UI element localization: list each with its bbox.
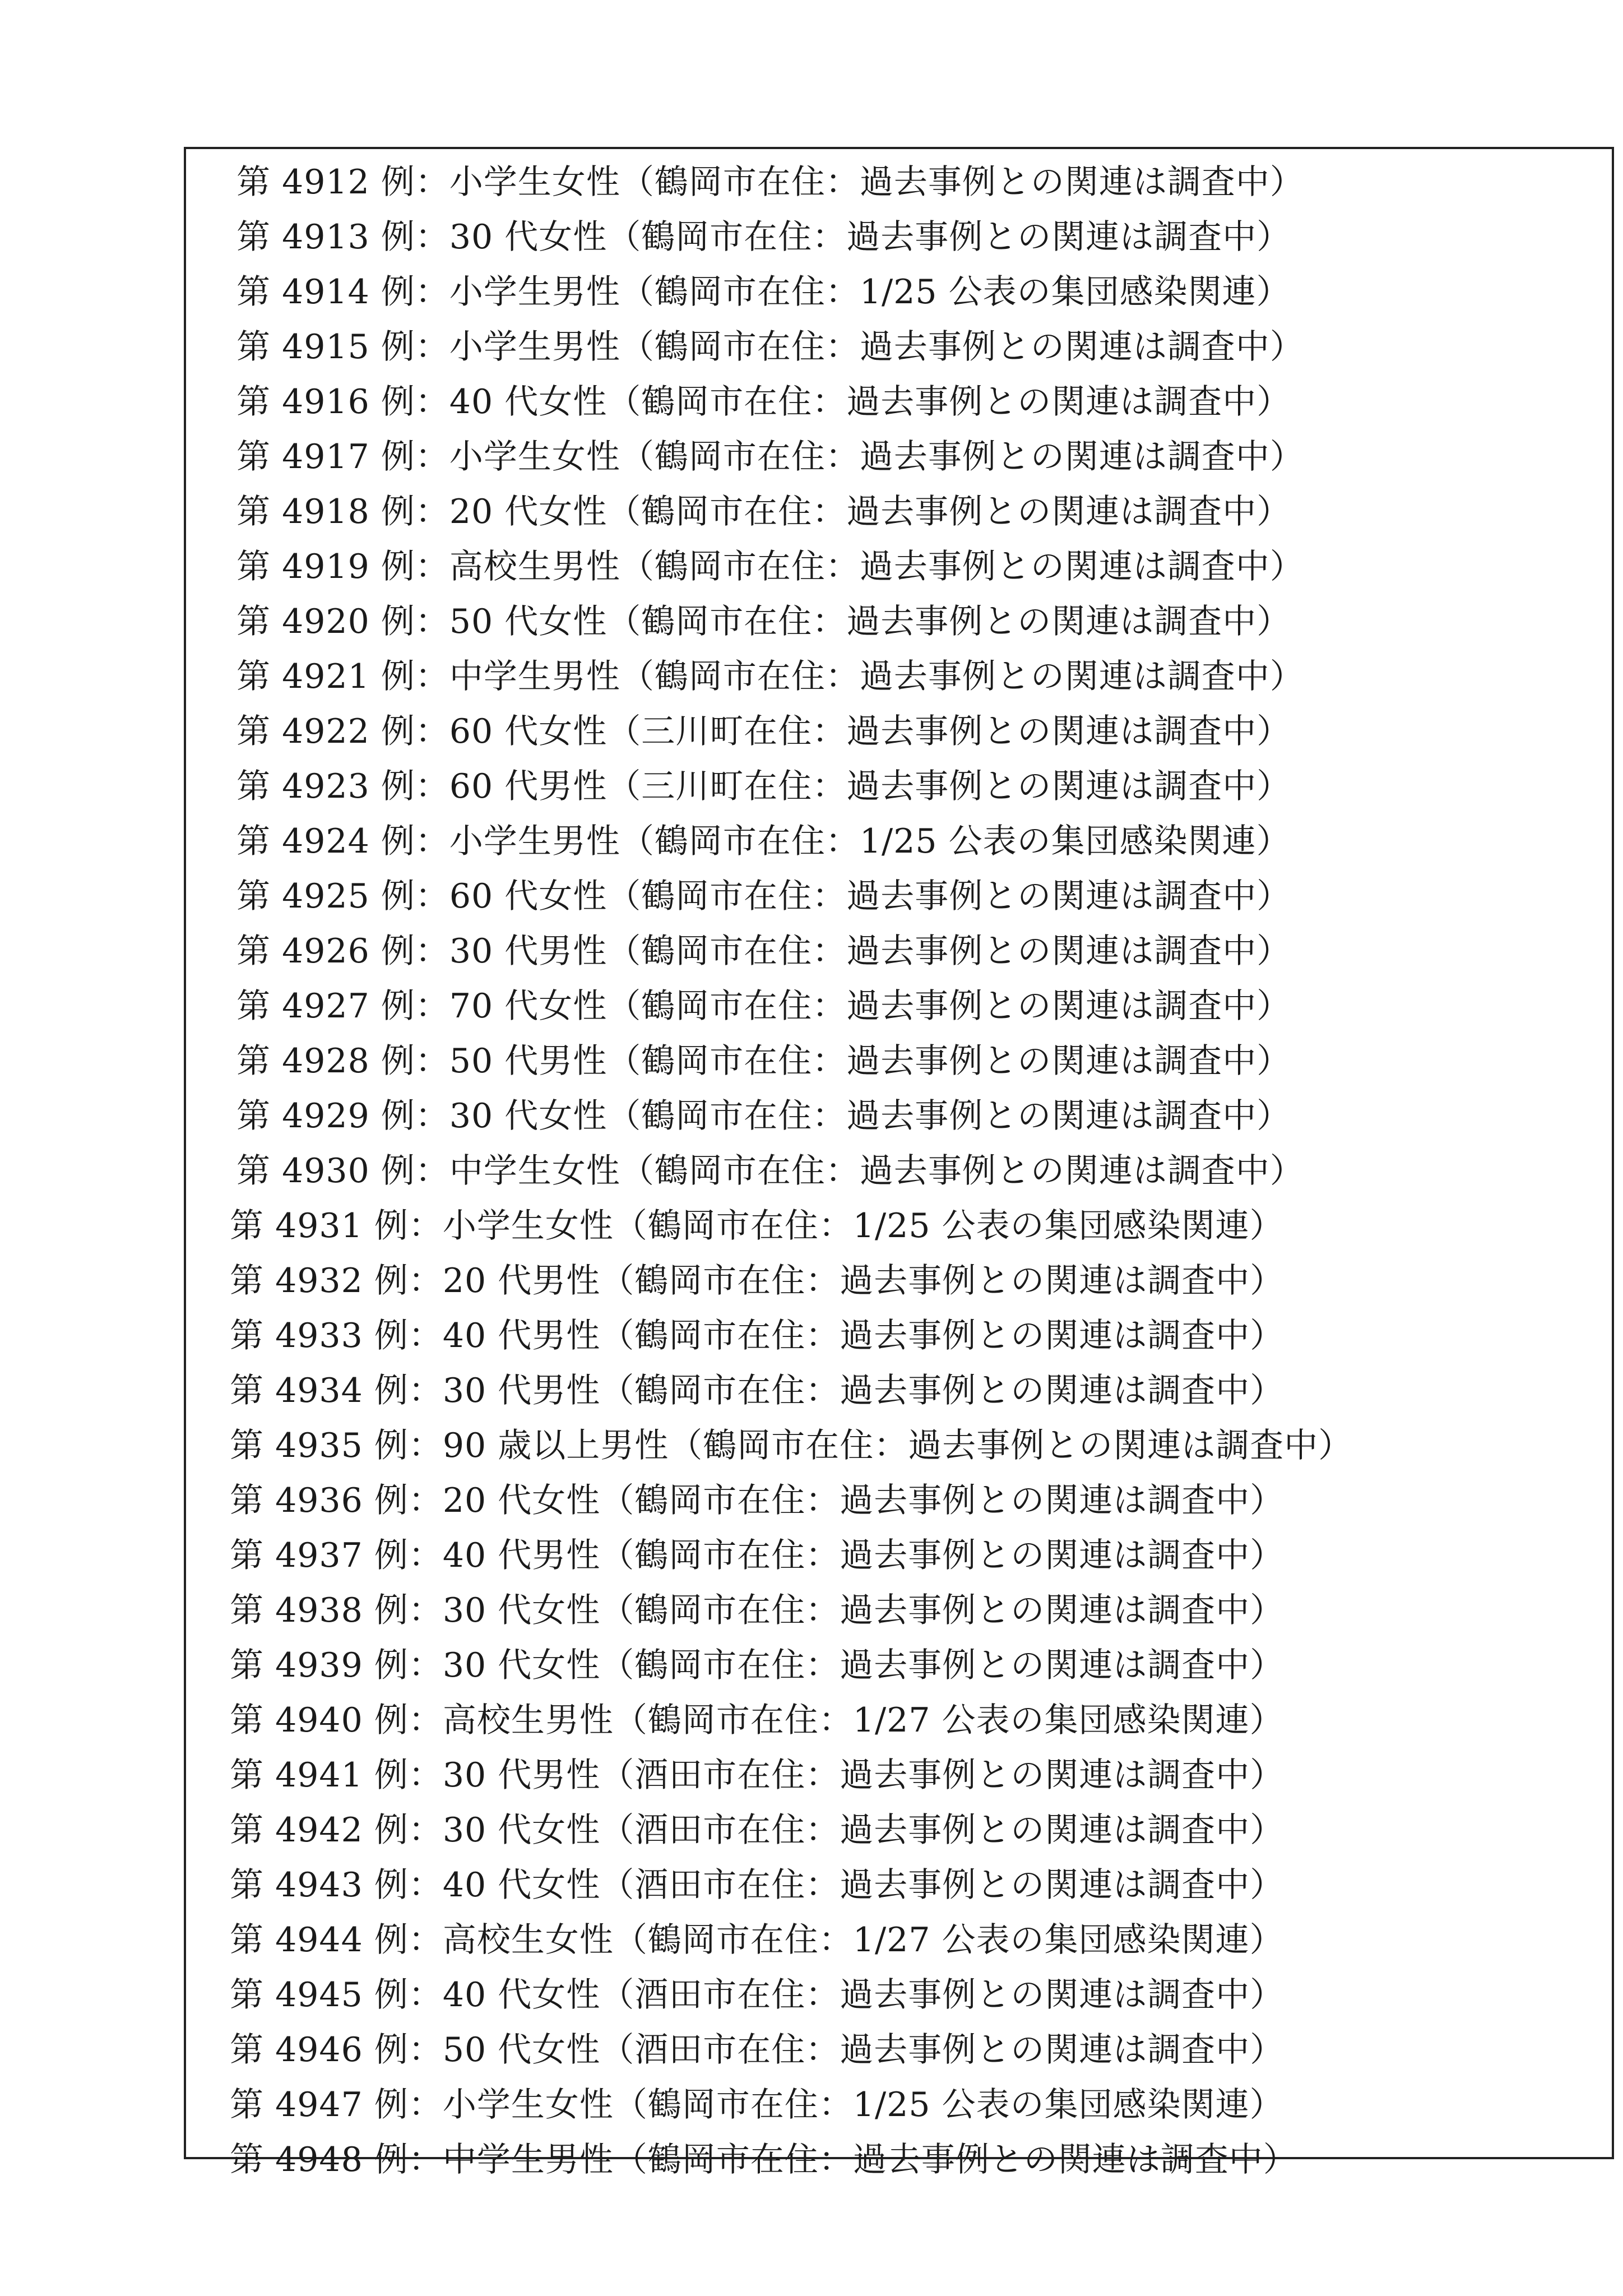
case-text: 第 4923 例：60 代男性（三川町在住：過去事例との関連は調査中）	[237, 767, 1291, 806]
case-text: 第 4917 例：小学生女性（鶴岡市在住：過去事例との関連は調査中）	[237, 437, 1304, 476]
case-text: 第 4913 例：30 代女性（鶴岡市在住：過去事例との関連は調査中）	[237, 217, 1291, 257]
case-row	[230, 1198, 1284, 1253]
case-text: 第 4932 例：20 代男性（鶴岡市在住：過去事例との関連は調査中）	[230, 1261, 1285, 1300]
case-row	[237, 979, 1291, 1034]
case-row	[237, 484, 1291, 539]
case-text: 第 4944 例：高校生女性（鶴岡市在住：1/27 公表の集団感染関連）	[230, 1920, 1284, 1960]
case-text: 第 4935 例：90 歳以上男性（鶴岡市在住：過去事例との関連は調査中）	[230, 1426, 1353, 1465]
case-text: 第 4922 例：60 代女性（三川町在住：過去事例との関連は調査中）	[237, 712, 1291, 751]
case-text: 第 4918 例：20 代女性（鶴岡市在住：過去事例との関連は調査中）	[237, 492, 1291, 531]
case-text: 第 4929 例：30 代女性（鶴岡市在住：過去事例との関連は調査中）	[237, 1096, 1291, 1136]
case-text: 第 4927 例：70 代女性（鶴岡市在住：過去事例との関連は調査中）	[237, 987, 1291, 1026]
case-row	[230, 2077, 1284, 2132]
case-text: 第 4921 例：中学生男性（鶴岡市在住：過去事例との関連は調査中）	[237, 657, 1304, 696]
case-text: 第 4931 例：小学生女性（鶴岡市在住：1/25 公表の集団感染関連）	[230, 1206, 1284, 1246]
case-row	[230, 1308, 1284, 1363]
case-text: 第 4940 例：高校生男性（鶴岡市在住：1/27 公表の集団感染関連）	[230, 1701, 1284, 1740]
case-row	[230, 1858, 1284, 1913]
case-row	[230, 1803, 1284, 1858]
case-row	[237, 265, 1291, 320]
case-row	[237, 924, 1291, 979]
case-row	[237, 704, 1291, 759]
case-row	[237, 374, 1291, 429]
case-row	[237, 759, 1291, 814]
case-text: 第 4919 例：高校生男性（鶴岡市在住：過去事例との関連は調査中）	[237, 547, 1304, 586]
case-text: 第 4924 例：小学生男性（鶴岡市在住：1/25 公表の集団感染関連）	[237, 822, 1291, 861]
case-text: 第 4916 例：40 代女性（鶴岡市在住：過去事例との関連は調査中）	[237, 382, 1291, 422]
case-text: 第 4943 例：40 代女性（酒田市在住：過去事例との関連は調査中）	[230, 1866, 1285, 1905]
case-row	[237, 1089, 1291, 1144]
case-list	[186, 149, 1612, 2179]
case-row	[237, 155, 1304, 210]
case-text: 第 4946 例：50 代女性（酒田市在住：過去事例との関連は調査中）	[230, 2030, 1285, 2070]
case-row	[237, 869, 1291, 924]
case-text: 第 4926 例：30 代男性（鶴岡市在住：過去事例との関連は調査中）	[237, 932, 1291, 971]
case-row	[230, 1583, 1284, 1638]
case-text: 第 4941 例：30 代男性（酒田市在住：過去事例との関連は調査中）	[230, 1756, 1285, 1795]
case-row	[237, 429, 1304, 484]
case-text: 第 4948 例：中学生男性（鶴岡市在住：過去事例との関連は調査中）	[230, 2140, 1297, 2179]
case-text: 第 4947 例：小学生女性（鶴岡市在住：1/25 公表の集団感染関連）	[230, 2085, 1284, 2124]
case-text: 第 4937 例：40 代男性（鶴岡市在住：過去事例との関連は調査中）	[230, 1536, 1285, 1575]
case-row	[230, 2022, 1284, 2077]
case-row	[230, 1418, 1352, 1473]
case-row	[237, 210, 1291, 265]
case-text: 第 4915 例：小学生男性（鶴岡市在住：過去事例との関連は調査中）	[237, 327, 1304, 367]
case-row	[230, 1748, 1284, 1803]
case-text: 第 4938 例：30 代女性（鶴岡市在住：過去事例との関連は調査中）	[230, 1591, 1285, 1630]
case-text: 第 4920 例：50 代女性（鶴岡市在住：過去事例との関連は調査中）	[237, 602, 1291, 641]
case-text: 第 4936 例：20 代女性（鶴岡市在住：過去事例との関連は調査中）	[230, 1481, 1285, 1520]
case-text: 第 4939 例：30 代女性（鶴岡市在住：過去事例との関連は調査中）	[230, 1646, 1285, 1685]
case-text: 第 4928 例：50 代男性（鶴岡市在住：過去事例との関連は調査中）	[237, 1041, 1291, 1081]
case-text: 第 4945 例：40 代女性（酒田市在住：過去事例との関連は調査中）	[230, 1975, 1285, 2015]
case-row	[230, 1253, 1284, 1308]
case-row	[230, 1473, 1284, 1528]
case-row	[230, 1638, 1284, 1693]
case-text: 第 4942 例：30 代女性（酒田市在住：過去事例との関連は調査中）	[230, 1811, 1285, 1850]
case-text: 第 4934 例：30 代男性（鶴岡市在住：過去事例との関連は調査中）	[230, 1371, 1285, 1410]
case-row	[230, 1968, 1284, 2022]
case-row	[230, 2132, 1297, 2187]
case-text: 第 4914 例：小学生男性（鶴岡市在住：1/25 公表の集団感染関連）	[237, 272, 1291, 312]
case-text: 第 4933 例：40 代男性（鶴岡市在住：過去事例との関連は調査中）	[230, 1316, 1285, 1355]
case-row	[237, 594, 1291, 649]
case-row	[230, 1363, 1284, 1418]
case-row	[237, 1034, 1291, 1089]
case-row	[230, 1528, 1284, 1583]
case-list-frame	[184, 147, 1614, 2179]
case-row	[230, 1913, 1284, 1968]
case-row	[237, 1144, 1304, 1198]
case-text: 第 4925 例：60 代女性（鶴岡市在住：過去事例との関連は調査中）	[237, 877, 1291, 916]
case-text: 第 4912 例：小学生女性（鶴岡市在住：過去事例との関連は調査中）	[237, 163, 1304, 202]
case-row	[237, 320, 1304, 374]
case-row	[230, 1693, 1284, 1748]
case-row	[237, 814, 1291, 869]
case-row	[237, 649, 1304, 704]
case-text: 第 4930 例：中学生女性（鶴岡市在住：過去事例との関連は調査中）	[237, 1151, 1304, 1191]
case-row	[237, 539, 1304, 594]
